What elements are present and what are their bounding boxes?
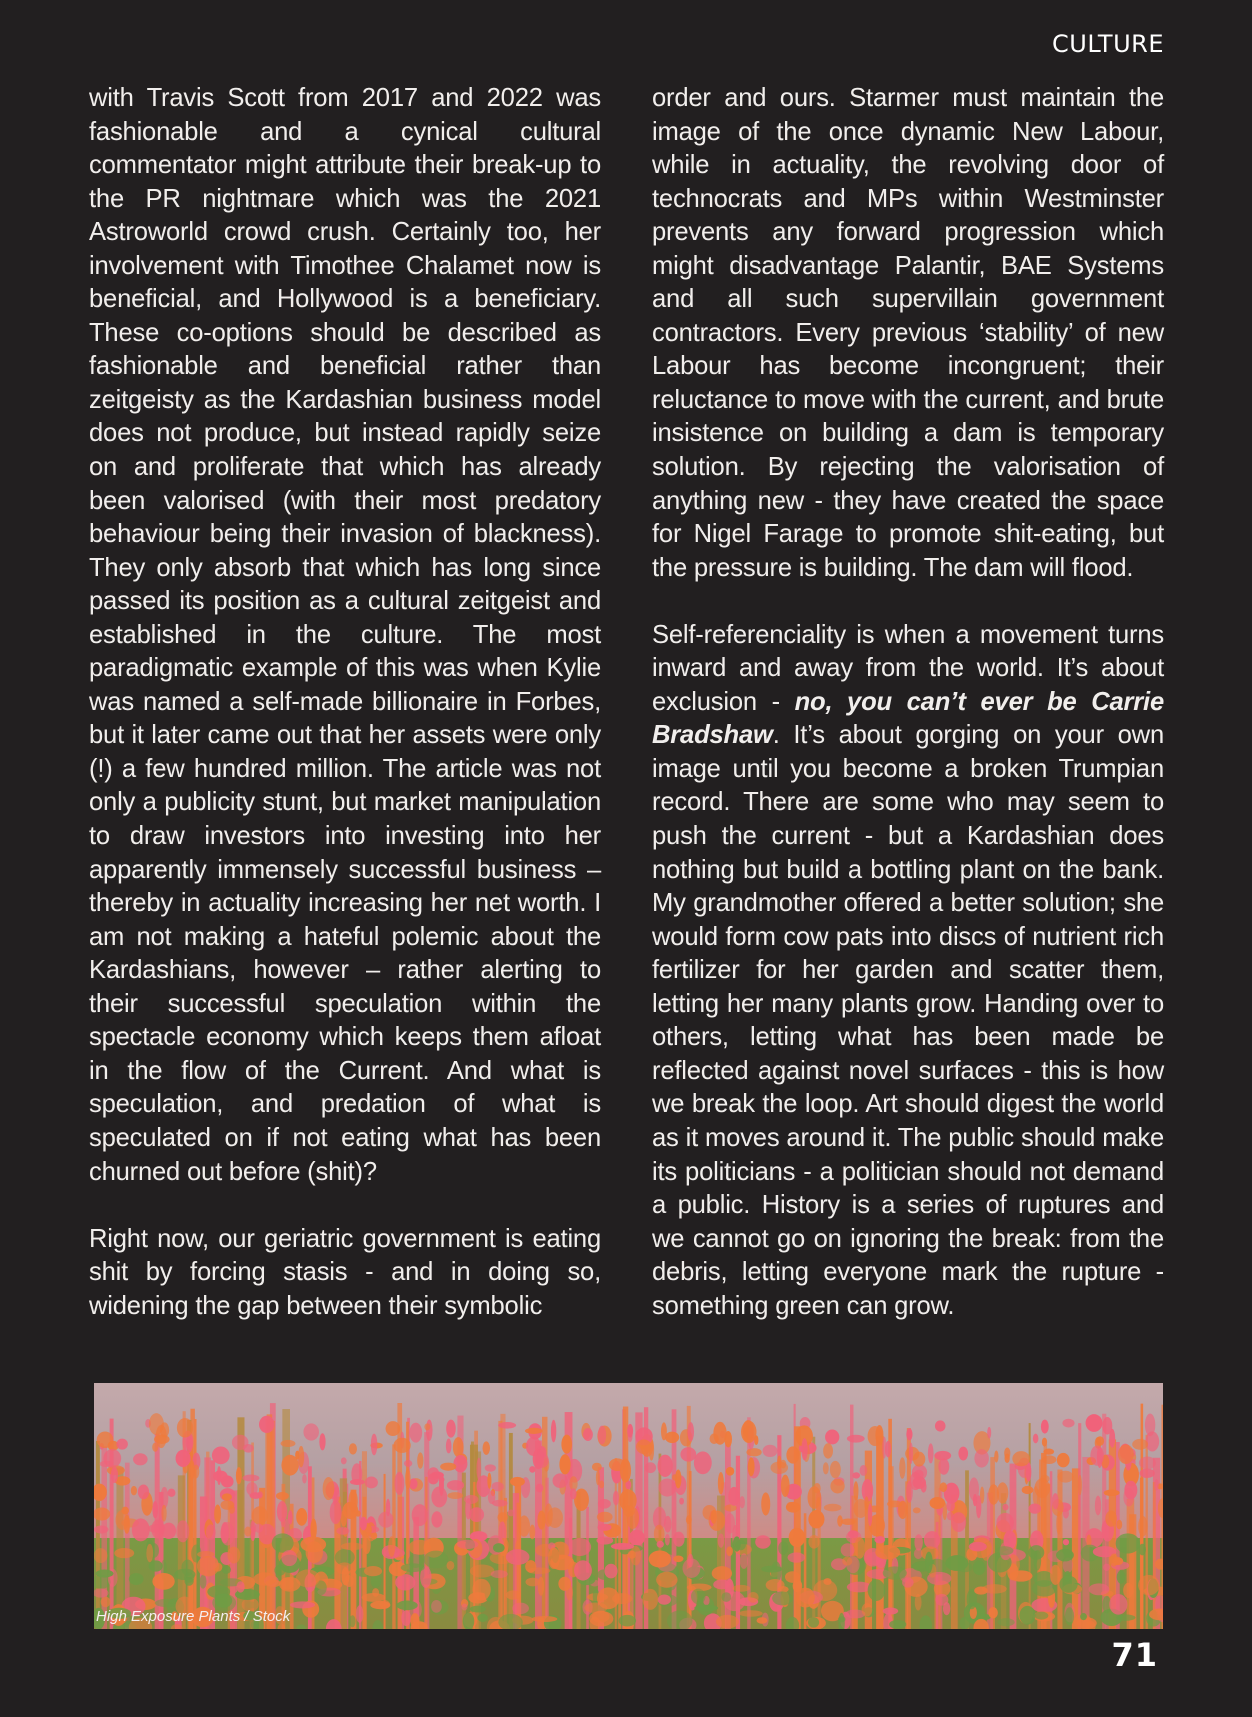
left-column	[89, 82, 601, 1323]
body-paragraph: order and ours. Starmer must maintain the image of the once dynamic New Labour, while in actuality, the revolving door of technocrats and MPs within Westminster prevents any forward progression which might disadvantage Palantir, BAE Systems and all such supervillain government contractors. Every previous ‘stability’ of new Labour has become incongruent; their reluctance to move with the current, and brute insistence on building a dam is temporary solution. By rejecting the valorisation of anything new - they have created the space for Nigel Farage to promote shit-eating, but the pressure is building. The dam will flood.	[652, 84, 1164, 582]
right-column	[652, 82, 1164, 1323]
plants-photo	[94, 1383, 1163, 1629]
image-caption: High Exposure Plants / Stock	[96, 1608, 291, 1625]
body-paragraph	[652, 619, 1164, 1323]
body-text: . It’s about gorging on your own image until you become a broken Trumpian record. There are some who may seem to push the current - but a Kardashian does nothing but build a bottling plant on the bank. My grandmother offered a better solution; she would form cow pats into discs of nutrient rich fertilizer for her garden and scatter them, letting her many plants grow. Handing over to others, letting what has been made be reflected against novel surfaces - this is how we break the loop. Art should digest the world as it moves around it. The public should make its politicians - a politician should not demand a public. History is a series of ruptures and we cannot go on ignoring the break: from the debris, letting everyone mark the rupture - something green can grow.	[652, 721, 1164, 1320]
body-paragraph: Right now, our geriatric government is eating shit by forcing stasis - and in doing so, widening the gap between their symbolic	[89, 1224, 601, 1320]
body-paragraph: with Travis Scott from 2017 and 2022 was fashionable and a cynical cultural commentator might attribute their break-up to the PR nightmare which was the 2021 Astroworld crowd crush. Certainly too, her involvement with Timothee Chalamet now is beneficial, and Hollywood is a beneficiary. These co-options should be described as fashionable and beneficial rather than zeitgeisty as the Kardashian business model does not produce, but instead rapidly seize on and proliferate that which has already been valorised (with their most predatory behaviour being their invasion of blackness). They only absorb that which has long since passed its position as a cultural zeitgeist and established in the culture. The most paradigmatic example of this was when Kylie was named a self-made billionaire in Forbes, but it later came out that her assets were only (!) a few hundred million. The article was not only a publicity stunt, but market manipulation to draw investors into investing into her apparently immensely successful business – thereby in actuality increasing her net worth. I am not making a hateful polemic about the Kardashians, however – rather alerting to their successful speculation within the spectacle economy which keeps them afloat in the flow of the Current. And what is speculation, and predation of what is speculated on if not eating what has been churned out before (shit)?	[89, 84, 601, 1186]
page-number: 71	[1111, 1636, 1158, 1674]
emphasis-text: no, you can’t ever be Carrie Bradshaw	[652, 687, 1164, 750]
body-text: Self-referenciality is when a movement turns inward and away from the world. It’s about exclusion -	[652, 620, 1164, 716]
plants-image	[94, 1383, 1163, 1629]
section-label: CULTURE	[1052, 30, 1164, 58]
